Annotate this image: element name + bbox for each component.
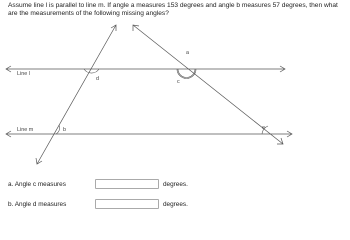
angle-label-d: d <box>96 76 99 82</box>
line-l-label: Line l <box>17 71 30 77</box>
answer-label-d: b. Angle d measures <box>8 200 67 208</box>
answer-row-d <box>8 198 188 210</box>
angle-a-arc <box>177 69 196 79</box>
line-m-label: Line m <box>17 127 34 133</box>
question-text: Assume line l is parallel to line m. If angle a measures 153 degrees and angle b measures 57 degrees, then what are the measurements of the following missing angles? <box>8 2 338 18</box>
angle-label-c: c <box>177 79 180 85</box>
answer-unit-c: degrees. <box>163 180 188 188</box>
angle-d-input[interactable] <box>95 199 159 209</box>
answer-row-c <box>8 178 188 190</box>
answer-unit-d: degrees. <box>163 200 188 208</box>
transversal-right <box>133 25 283 144</box>
answer-label-c: a. Angle c measures <box>8 180 66 188</box>
transversal-left <box>37 25 116 164</box>
angle-label-b: b <box>63 127 66 133</box>
angle-d-arc <box>84 69 99 73</box>
angle-c-input[interactable] <box>95 179 159 189</box>
angle-label-e: e <box>262 125 265 131</box>
angle-label-a: a <box>186 50 189 56</box>
